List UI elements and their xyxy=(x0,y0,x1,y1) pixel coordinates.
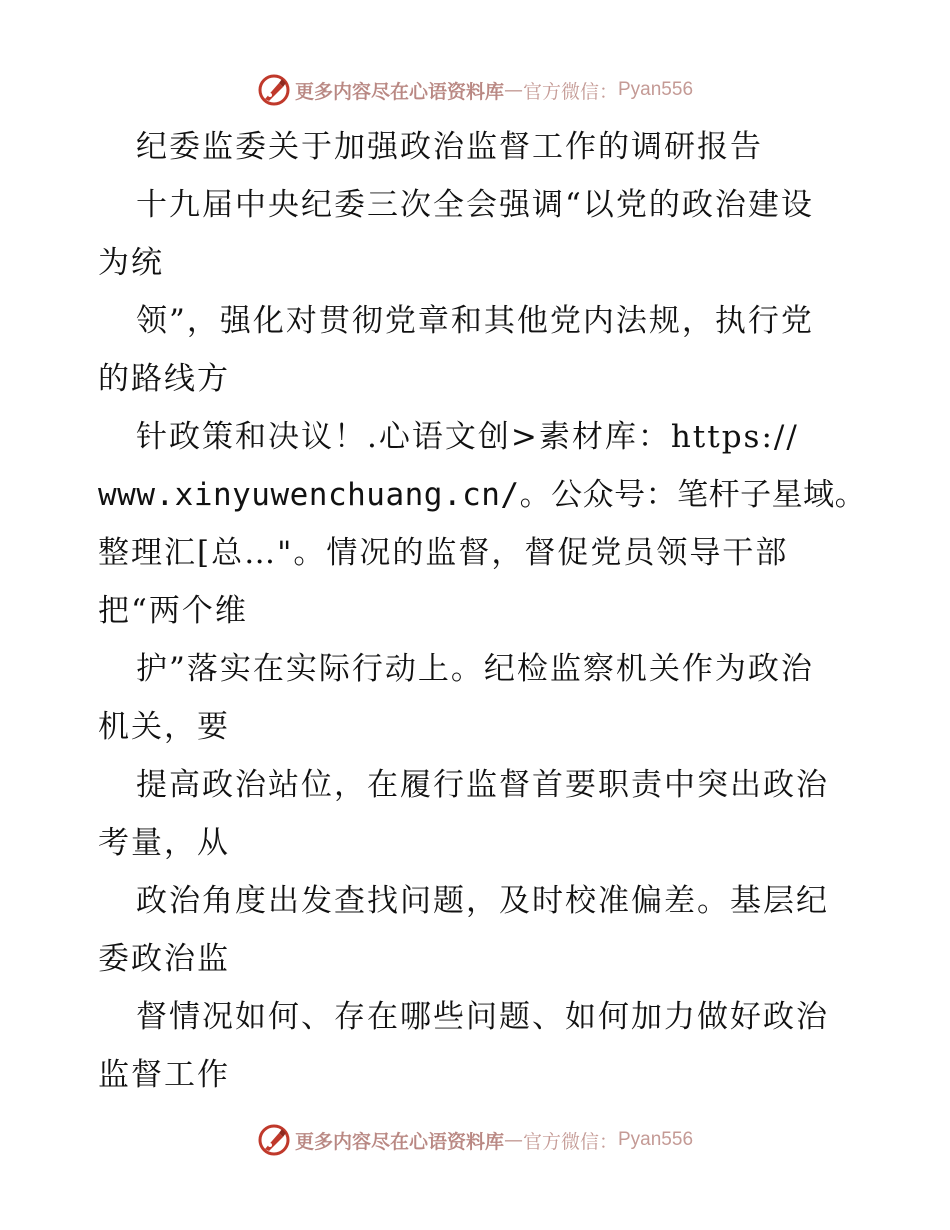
footer-banner xyxy=(0,1120,950,1160)
banner-wechat-id: Pyan556 xyxy=(618,1129,694,1150)
pen-logo-icon xyxy=(257,1123,291,1157)
banner-separator: — xyxy=(503,1129,523,1151)
document-body xyxy=(98,118,867,1104)
banner-wechat-label: 官方微信： xyxy=(522,80,618,103)
paragraph-line: 的路线方 xyxy=(98,361,230,397)
paragraph-line: www.xinyuwenchuang.cn/。公众号：笔杆子星域。 xyxy=(98,477,867,513)
banner-separator: — xyxy=(503,79,523,101)
paragraph-line: 针政策和决议！.心语文创>素材库：https:// xyxy=(136,419,799,455)
paragraph-line: 政治角度出发查找问题，及时校准偏差。基层纪 xyxy=(136,883,829,919)
header-banner xyxy=(0,70,950,110)
paragraph-line: 考量，从 xyxy=(98,825,230,861)
paragraph-line: 十九届中央纪委三次全会强调“以党的政治建设 xyxy=(136,187,814,223)
paragraph-line: 提高政治站位，在履行监督首要职责中突出政治 xyxy=(136,767,829,803)
paragraph-line: 护”落实在实际行动上。纪检监察机关作为政治 xyxy=(136,651,814,687)
paragraph-line: 把“两个维 xyxy=(98,593,248,629)
pen-logo-icon xyxy=(257,73,291,107)
paragraph-line: 领”，强化对贯彻党章和其他党内法规，执行党 xyxy=(136,303,814,339)
paragraph-line: 委政治监 xyxy=(98,941,230,977)
paragraph-line: 为统 xyxy=(98,245,164,281)
document-title: 纪委监委关于加强政治监督工作的调研报告 xyxy=(136,129,763,165)
paragraph-line: 督情况如何、存在哪些问题、如何加力做好政治 xyxy=(136,999,829,1035)
paragraph-line: 整理汇[总…"。情况的监督，督促党员领导干部 xyxy=(98,535,789,571)
banner-wechat-label: 官方微信： xyxy=(522,1130,618,1153)
banner-title: 更多内容尽在心语资料库 xyxy=(294,80,504,103)
paragraph-line: 监督工作 xyxy=(98,1057,230,1093)
banner-wechat-id: Pyan556 xyxy=(618,79,694,100)
banner-title: 更多内容尽在心语资料库 xyxy=(294,1130,504,1153)
paragraph-line: 机关，要 xyxy=(98,709,230,745)
